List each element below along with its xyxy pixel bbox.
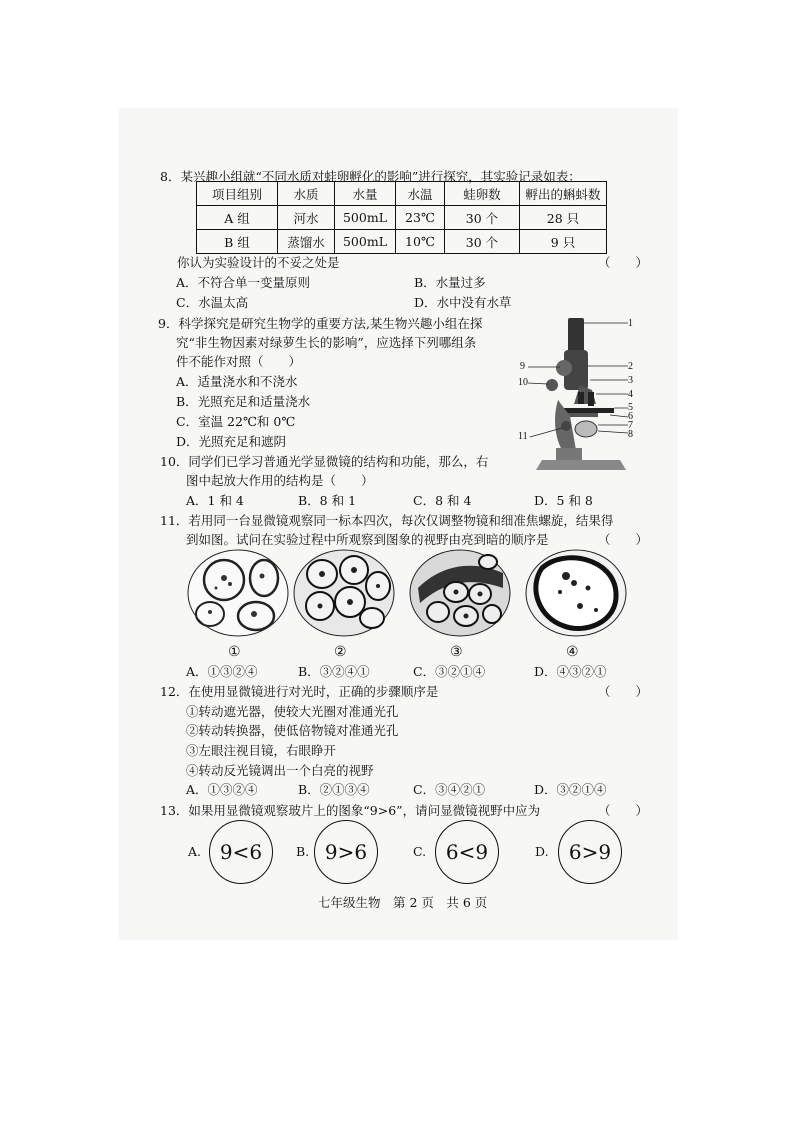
q12-option-a: A．①③②④: [186, 782, 258, 797]
q13-option-d-circle: [558, 820, 622, 884]
q13-answer-paren: （ ）: [598, 803, 649, 818]
q10-option-b: B．8 和 1: [298, 493, 357, 508]
table-cell: B 组: [197, 230, 278, 254]
table-cell: 500mL: [335, 230, 396, 254]
q9-option-d: D．光照充足和遮阴: [176, 434, 287, 449]
table-header: 项目组别: [197, 182, 278, 206]
q12-stem: 12．在使用显微镜进行对光时，正确的步骤顺序是: [160, 684, 439, 699]
q13-option-b-letter: B.: [296, 844, 310, 859]
q9-stem-line3: 件不能作对照（ ）: [176, 354, 302, 369]
q13-option-a-circle: [209, 820, 273, 884]
table-cell: 9 只: [520, 230, 607, 254]
table-cell: 28 只: [520, 206, 607, 230]
q12-option-c: C．③④②①: [413, 782, 486, 797]
q13-option-b-circle: [314, 820, 378, 884]
q10-option-a: A．1 和 4: [186, 493, 244, 508]
q12-option-b: B．②①③④: [298, 782, 370, 797]
q12-step-4: ④转动反光镜调出一个白亮的视野: [186, 763, 374, 778]
table-cell: 500mL: [335, 206, 396, 230]
q10-stem-line1: 10．同学们已学习普通光学显微镜的结构和功能，那么，右: [160, 454, 489, 469]
q9-option-a: A．适量浇水和不浇水: [176, 374, 298, 389]
microscope-label-3: 3: [628, 375, 633, 386]
microscope-label-8: 8: [628, 429, 633, 440]
microscope-label-1: 1: [628, 318, 633, 329]
microscope-label-6: 6: [628, 411, 633, 422]
q11-answer-paren: （ ）: [598, 532, 649, 547]
q13-option-a-letter: A.: [188, 844, 202, 859]
q12-option-d: D．③②①④: [534, 782, 607, 797]
micrograph-4: [524, 548, 628, 638]
q13-option-c-value: 6<9: [445, 840, 489, 864]
table-header: 水质: [278, 182, 335, 206]
micrograph-1: [186, 548, 290, 638]
q10-stem-line2: 图中起放大作用的结构是（ ）: [186, 473, 374, 488]
table-header: 孵出的蝌蚪数: [520, 182, 607, 206]
q8-option-a: A．不符合单一变量原则: [176, 275, 311, 290]
q11-stem-line2: 到如图。试问在实验过程中所观察到图象的视野由亮到暗的顺序是: [186, 532, 549, 547]
table-header: 蛙卵数: [445, 182, 520, 206]
q11-option-c: C．③②①④: [413, 664, 486, 679]
table-cell: A 组: [197, 206, 278, 230]
q13-option-a-value: 9<6: [219, 840, 263, 864]
q9-option-c: C．室温 22℃和 0℃: [176, 414, 296, 429]
page-footer: 七年级生物 第 2 页 共 6 页: [318, 895, 488, 910]
microscope-label-9: 9: [520, 361, 525, 372]
q12-step-2: ②转动转换器，使低倍物镜对准通光孔: [186, 723, 399, 738]
table-row: [197, 230, 607, 254]
table-cell: 10℃: [396, 230, 445, 254]
q8-option-c: C．水温太高: [176, 295, 249, 310]
microscope-label-4: 4: [628, 389, 633, 400]
micrograph-3: [408, 548, 512, 638]
micrograph-label-4: ④: [566, 644, 579, 660]
q11-option-d: D．④③②①: [534, 664, 607, 679]
micrograph-label-1: ①: [228, 644, 241, 660]
q13-option-c-letter: C.: [413, 844, 427, 859]
q13-option-d-value: 6>9: [568, 840, 612, 864]
table-cell: 23℃: [396, 206, 445, 230]
q9-stem-line2: 究“非生物因素对绿萝生长的影响”，应选择下列哪组条: [176, 335, 477, 350]
q8-question: 你认为实验设计的不妥之处是: [177, 255, 340, 270]
table-cell: 30 个: [445, 206, 520, 230]
microscope-label-11: 11: [518, 431, 528, 442]
q12-answer-paren: （ ）: [598, 684, 649, 699]
experiment-table: [196, 181, 607, 254]
q13-option-b-value: 9>6: [324, 840, 368, 864]
q8-option-b: B．水量过多: [414, 275, 486, 290]
q11-option-a: A．①③②④: [186, 664, 258, 679]
table-header: 水量: [335, 182, 396, 206]
q13-option-d-letter: D.: [535, 844, 549, 859]
table-header: 水温: [396, 182, 445, 206]
q13-stem: 13．如果用显微镜观察玻片上的图象“9>6”，请问显微镜视野中应为: [160, 803, 541, 818]
q9-option-b: B．光照充足和适量浇水: [176, 394, 311, 409]
micrograph-2: [292, 548, 396, 638]
q11-stem-line1: 11．若用同一台显微镜观察同一标本四次，每次仅调整物镜和细准焦螺旋，结果得: [160, 513, 614, 528]
q10-option-c: C．8 和 4: [413, 493, 472, 508]
q9-stem-line1: 9．科学探究是研究生物学的重要方法,某生物兴趣小组在探: [158, 316, 483, 331]
q8-option-d: D．水中没有水草: [414, 295, 512, 310]
table-row: [197, 206, 607, 230]
microscope-label-7: 7: [628, 420, 633, 431]
microscope-label-2: 2: [628, 361, 633, 372]
q13-option-c-circle: [435, 820, 499, 884]
microscope-label-10: 10: [518, 377, 528, 388]
q8-stem: 8．某兴趣小组就“不同水质对蛙卵孵化的影响”进行探究，其实验记录如表：: [160, 169, 581, 184]
microscope-label-5: 5: [628, 402, 633, 413]
q11-option-b: B．③②④①: [298, 664, 370, 679]
micrograph-label-3: ③: [450, 644, 463, 660]
table-cell: 蒸馏水: [278, 230, 335, 254]
q10-option-d: D．5 和 8: [534, 493, 593, 508]
q8-answer-paren: （ ）: [598, 255, 649, 270]
q12-step-1: ①转动遮光器，使较大光圈对准通光孔: [186, 704, 399, 719]
micrograph-label-2: ②: [334, 644, 347, 660]
table-cell: 30 个: [445, 230, 520, 254]
table-cell: 河水: [278, 206, 335, 230]
q12-step-3: ③左眼注视目镜，右眼睁开: [186, 743, 337, 758]
table-header-row: [197, 182, 607, 206]
